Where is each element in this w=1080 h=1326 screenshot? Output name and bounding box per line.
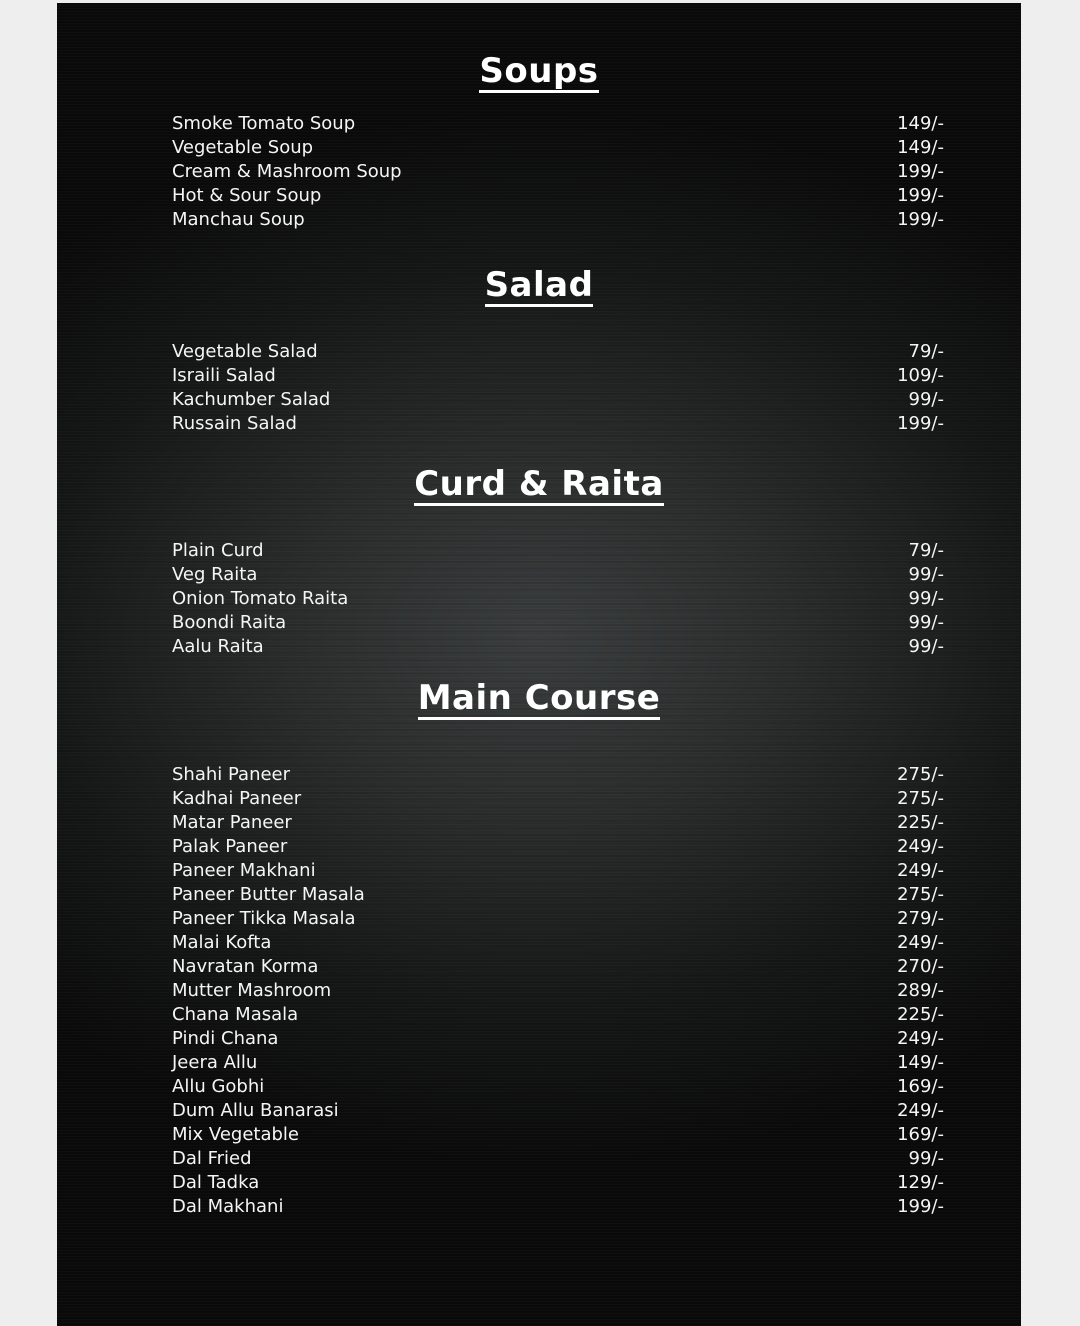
item-name: Vegetable Soup (172, 137, 314, 158)
item-price: 99/- (908, 1148, 944, 1169)
item-price: 249/- (897, 860, 944, 881)
item-name: Aalu Raita (172, 636, 264, 657)
item-price: 79/- (908, 341, 944, 362)
menu-item (172, 835, 944, 859)
item-price: 249/- (897, 932, 944, 953)
menu-item (172, 160, 944, 184)
item-name: Shahi Paneer (172, 764, 291, 785)
item-name: Dal Tadka (172, 1172, 260, 1193)
menu-item (172, 412, 944, 436)
item-price: 169/- (897, 1124, 944, 1145)
section-title-text: Main Course (417, 678, 661, 718)
item-price: 289/- (897, 980, 944, 1001)
item-name: Jeera Allu (172, 1052, 258, 1073)
menu-item (172, 340, 944, 364)
menu-item (172, 1147, 944, 1171)
item-name: Palak Paneer (172, 836, 288, 857)
menu-item (172, 563, 944, 587)
item-name: Boondi Raita (172, 612, 287, 633)
item-name: Kachumber Salad (172, 389, 331, 410)
item-price: 199/- (897, 413, 944, 434)
item-name: Mix Vegetable (172, 1124, 299, 1145)
menu-item (172, 1099, 944, 1123)
item-price: 149/- (897, 113, 944, 134)
item-price: 225/- (897, 1004, 944, 1025)
menu-item (172, 883, 944, 907)
item-price: 270/- (897, 956, 944, 977)
item-price: 149/- (897, 1052, 944, 1073)
item-price: 199/- (897, 1196, 944, 1217)
item-price: 275/- (897, 788, 944, 809)
section-title-main-course (57, 678, 1021, 720)
section-title-soups (57, 51, 1021, 93)
item-price: 279/- (897, 908, 944, 929)
item-name: Mutter Mashroom (172, 980, 332, 1001)
item-name: Navratan Korma (172, 956, 319, 977)
menu-item (172, 136, 944, 160)
menu-item (172, 787, 944, 811)
menu-item (172, 184, 944, 208)
soups-list (172, 112, 944, 232)
item-name: Hot & Sour Soup (172, 185, 322, 206)
item-price: 225/- (897, 812, 944, 833)
menu-item (172, 763, 944, 787)
menu-item (172, 364, 944, 388)
item-name: Manchau Soup (172, 209, 305, 230)
menu-item (172, 811, 944, 835)
item-name: Russain Salad (172, 413, 297, 434)
item-price: 199/- (897, 209, 944, 230)
menu-item (172, 1003, 944, 1027)
item-name: Pindi Chana (172, 1028, 279, 1049)
item-name: Dal Makhani (172, 1196, 284, 1217)
menu-item (172, 979, 944, 1003)
item-price: 249/- (897, 1100, 944, 1121)
menu-item (172, 388, 944, 412)
item-price: 79/- (908, 540, 944, 561)
item-price: 275/- (897, 764, 944, 785)
item-name: Allu Gobhi (172, 1076, 265, 1097)
item-name: Plain Curd (172, 540, 264, 561)
item-price: 249/- (897, 836, 944, 857)
menu-item (172, 539, 944, 563)
menu-item (172, 1123, 944, 1147)
item-name: Paneer Tikka Masala (172, 908, 356, 929)
item-price: 99/- (908, 588, 944, 609)
item-name: Matar Paneer (172, 812, 292, 833)
item-name: Chana Masala (172, 1004, 299, 1025)
item-name: Kadhai Paneer (172, 788, 302, 809)
menu-item (172, 1075, 944, 1099)
section-title-text: Salad (484, 265, 594, 305)
menu-item (172, 1051, 944, 1075)
item-price: 199/- (897, 161, 944, 182)
menu-item (172, 1027, 944, 1051)
item-price: 275/- (897, 884, 944, 905)
item-name: Dal Fried (172, 1148, 252, 1169)
section-title-text: Curd & Raita (414, 464, 664, 504)
item-name: Veg Raita (172, 564, 258, 585)
item-price: 149/- (897, 137, 944, 158)
item-price: 99/- (908, 636, 944, 657)
menu-item (172, 112, 944, 136)
menu-item (172, 1195, 944, 1219)
item-price: 99/- (908, 612, 944, 633)
menu-item (172, 1171, 944, 1195)
item-name: Onion Tomato Raita (172, 588, 349, 609)
section-title-curd-raita (57, 464, 1021, 506)
item-name: Paneer Makhani (172, 860, 316, 881)
item-price: 99/- (908, 389, 944, 410)
menu-item (172, 587, 944, 611)
item-name: Paneer Butter Masala (172, 884, 365, 905)
salad-list (172, 340, 944, 436)
curd-raita-list (172, 539, 944, 659)
menu-item (172, 635, 944, 659)
item-name: Cream & Mashroom Soup (172, 161, 402, 182)
menu-item (172, 859, 944, 883)
section-title-text: Soups (479, 51, 599, 91)
item-price: 169/- (897, 1076, 944, 1097)
item-name: Smoke Tomato Soup (172, 113, 356, 134)
item-price: 249/- (897, 1028, 944, 1049)
menu-item (172, 611, 944, 635)
item-name: Dum Allu Banarasi (172, 1100, 339, 1121)
menu-item (172, 931, 944, 955)
item-name: Vegetable Salad (172, 341, 318, 362)
item-name: Israili Salad (172, 365, 276, 386)
item-price: 199/- (897, 185, 944, 206)
item-price: 129/- (897, 1172, 944, 1193)
menu-item (172, 955, 944, 979)
main-course-list (172, 763, 944, 1219)
item-name: Malai Kofta (172, 932, 272, 953)
menu-item (172, 907, 944, 931)
section-title-salad (57, 265, 1021, 307)
menu-item (172, 208, 944, 232)
item-price: 99/- (908, 564, 944, 585)
menu-page (57, 3, 1021, 1326)
item-price: 109/- (897, 365, 944, 386)
